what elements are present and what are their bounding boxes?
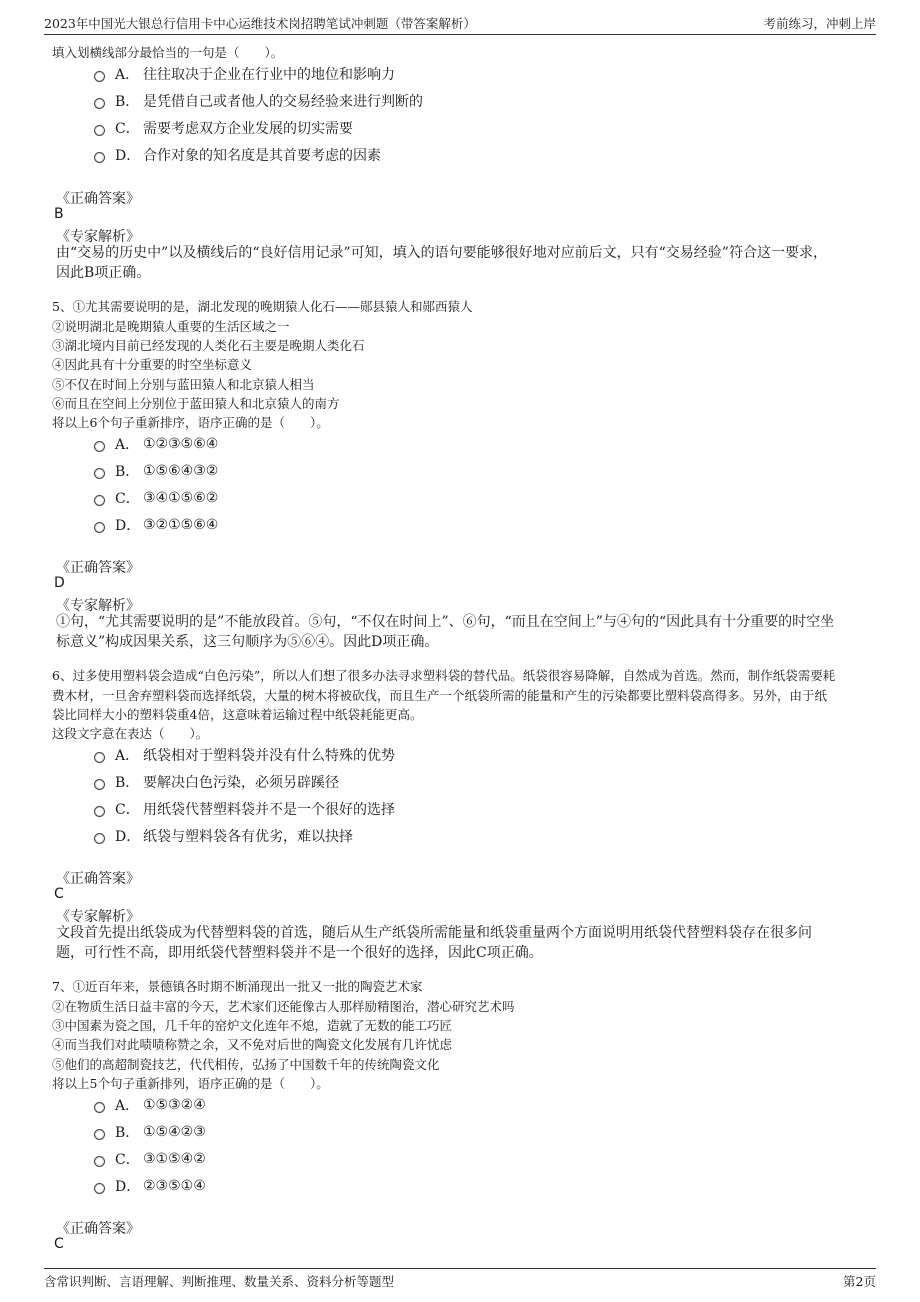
analysis-label: 《专家解析》 — [56, 229, 140, 245]
radio-icon[interactable] — [94, 98, 105, 109]
q4-option-a[interactable]: A． 往往取决于企业在行业中的地位和影响力 — [94, 64, 395, 84]
page-number: 第2页 — [843, 1274, 876, 1289]
q5-line-6: ⑥而且在空间上分别位于蓝田猿人和北京猿人的南方 — [52, 396, 340, 411]
radio-icon[interactable] — [94, 779, 105, 790]
q5-line-7: 将以上6个句子重新排序，语序正确的是（ ）。 — [52, 415, 329, 430]
page-header — [44, 10, 876, 35]
q5-line-1: 5、①尤其需要说明的是，湖北发现的晚期猿人化石——郧县猿人和郧西猿人 — [52, 299, 473, 314]
q7-option-a[interactable]: A． ①⑤③②④ — [94, 1095, 206, 1115]
radio-icon[interactable] — [94, 441, 105, 452]
q6-option-c[interactable]: C． 用纸袋代替塑料袋并不是一个很好的选择 — [94, 799, 395, 819]
q5-option-d[interactable]: D． ③②①⑤⑥④ — [94, 515, 218, 535]
radio-icon[interactable] — [94, 125, 105, 136]
q6-line-1: 6、过多使用塑料袋会造成“白色污染”，所以人们想了很多办法寻求塑料袋的替代品。纸袋很容易降解，自然成为首选。然而，制作纸袋需要耗 — [52, 668, 836, 683]
document-title: 2023年中国光大银总行信用卡中心运维技术岗招聘笔试冲刺题（带答案解析） — [44, 16, 476, 31]
q6-analysis: 文段首先提出纸袋成为代替塑料袋的首选，随后从生产纸袋所需能量和纸袋重量两个方面说明用纸袋代替塑料袋存在很多问 题，可行性不高，即用纸袋代替塑料袋并不是一个很好的选择，因此C项正确。 — [56, 925, 812, 961]
q6-line-3: 袋比同样大小的塑料袋重4倍，这意味着运输过程中纸袋耗能更高。 — [52, 707, 423, 722]
q7-line-4: ④而当我们对此啧啧称赞之余，又不免对后世的陶瓷文化发展有几许忧虑 — [52, 1037, 453, 1052]
q4-option-c[interactable]: C． 需要考虑双方企业发展的切实需要 — [94, 118, 353, 138]
q5-analysis: ①句，“尤其需要说明的是”不能放段首。⑤句，“不仅在时间上”、⑥句，“而且在空间上”与④句的“因此具有十分重要的时空坐 标意义”构成因果关系，这三句顺序为⑤⑥④。因此D项正确。 — [56, 614, 835, 650]
q6-line-4: 这段文字意在表达（ ）。 — [52, 726, 209, 741]
q4-stem: 填入划横线部分最恰当的一句是（ ）。 — [52, 45, 284, 60]
radio-icon[interactable] — [94, 1102, 105, 1113]
q7-line-2: ②在物质生活日益丰富的今天，艺术家们还能像古人那样励精图治，潜心研究艺术吗 — [52, 999, 515, 1014]
footer-topics: 含常识判断、言语理解、判断推理、数量关系、资料分析等题型 — [44, 1274, 395, 1289]
q6-line-2: 费木材，一旦舍弃塑料袋而选择纸袋，大量的树木将被砍伐，而且生产一个纸袋所需的能量和产生的污染都要比塑料袋高得多。另外，由于纸 — [52, 688, 828, 703]
radio-icon[interactable] — [94, 152, 105, 163]
answer-label: 《正确答案》 — [56, 1221, 140, 1237]
q7-line-3: ③中国素为瓷之国，几千年的窑炉文化连年不熄，造就了无数的能工巧匠 — [52, 1018, 453, 1033]
radio-icon[interactable] — [94, 1129, 105, 1140]
radio-icon[interactable] — [94, 71, 105, 82]
q5-line-5: ⑤不仅在时间上分别与蓝田猿人和北京猿人相当 — [52, 377, 315, 392]
answer-label: 《正确答案》 — [56, 560, 140, 576]
header-slogan: 考前练习，冲刺上岸 — [763, 16, 876, 31]
analysis-label: 《专家解析》 — [56, 598, 140, 614]
radio-icon[interactable] — [94, 495, 105, 506]
q6-option-a[interactable]: A． 纸袋相对于塑料袋并没有什么特殊的优势 — [94, 745, 395, 765]
q7-option-d[interactable]: D． ②③⑤①④ — [94, 1176, 206, 1196]
q7-line-6: 将以上5个句子重新排列，语序正确的是（ ）。 — [52, 1076, 329, 1091]
q6-option-d[interactable]: D． 纸袋与塑料袋各有优劣，难以抉择 — [94, 826, 353, 846]
q7-line-5: ⑤他们的高超制瓷技艺，代代相传，弘扬了中国数千年的传统陶瓷文化 — [52, 1057, 440, 1072]
radio-icon[interactable] — [94, 522, 105, 533]
q5-option-b[interactable]: B． ①⑤⑥④③② — [94, 461, 218, 481]
page-footer — [44, 1268, 876, 1296]
radio-icon[interactable] — [94, 1183, 105, 1194]
q4-option-d[interactable]: D． 合作对象的知名度是其首要考虑的因素 — [94, 145, 381, 165]
q6-option-b[interactable]: B． 要解决白色污染，必须另辟蹊径 — [94, 772, 339, 792]
q4-option-b[interactable]: B． 是凭借自己或者他人的交易经验来进行判断的 — [94, 91, 423, 111]
q7-option-b[interactable]: B． ①⑤④②③ — [94, 1122, 206, 1142]
q4-answer: B — [54, 206, 64, 222]
q7-answer: C — [54, 1236, 64, 1252]
radio-icon[interactable] — [94, 806, 105, 817]
q5-line-4: ④因此具有十分重要的时空坐标意义 — [52, 357, 253, 372]
answer-label: 《正确答案》 — [56, 191, 140, 207]
q5-option-c[interactable]: C． ③④①⑤⑥② — [94, 488, 218, 508]
q5-line-3: ③湖北境内目前已经发现的人类化石主要是晚期人类化石 — [52, 338, 365, 353]
q5-answer: D — [54, 575, 65, 591]
radio-icon[interactable] — [94, 752, 105, 763]
radio-icon[interactable] — [94, 1156, 105, 1167]
answer-label: 《正确答案》 — [56, 871, 140, 887]
radio-icon[interactable] — [94, 468, 105, 479]
q6-answer: C — [54, 886, 64, 902]
analysis-label: 《专家解析》 — [56, 909, 140, 925]
q5-option-a[interactable]: A． ①②③⑤⑥④ — [94, 434, 218, 454]
q7-option-c[interactable]: C． ③①⑤④② — [94, 1149, 206, 1169]
radio-icon[interactable] — [94, 833, 105, 844]
q7-line-1: 7、①近百年来，景德镇各时期不断涌现出一批又一批的陶瓷艺术家 — [52, 979, 423, 994]
q5-line-2: ②说明湖北是晚期猿人重要的生活区域之一 — [52, 319, 290, 334]
q4-analysis: 由“交易的历史中”以及横线后的“良好信用记录”可知，填入的语句要能够很好地对应前后文，只有“交易经验”符合这一要求， 因此B项正确。 — [56, 245, 827, 281]
